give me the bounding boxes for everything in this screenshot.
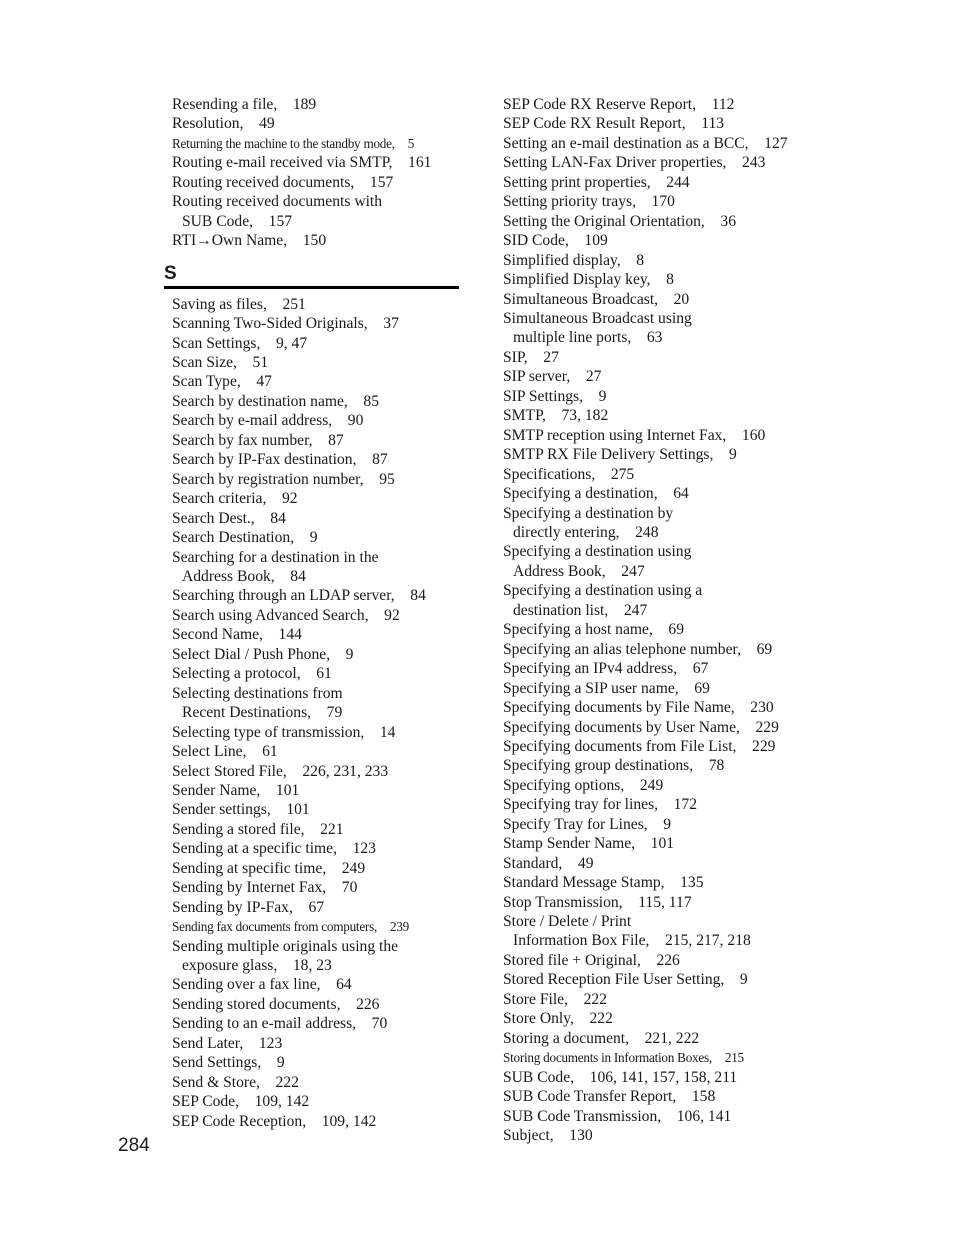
index-entry [172, 1112, 462, 1131]
index-entry [172, 937, 462, 976]
index-entry [503, 348, 803, 367]
index-entry-text: SEP Code, 109, 142 [172, 1093, 310, 1111]
index-entry [503, 718, 803, 737]
index-entry-text: RTI→Own Name, 150 [172, 232, 327, 250]
index-entry [503, 309, 803, 348]
index-entry-text: Sending by IP-Fax, 67 [172, 898, 325, 916]
index-entry-text: Second Name, 144 [172, 626, 302, 644]
index-entry-text: Setting print properties, 244 [503, 173, 690, 191]
index-entry-text: Resending a file, 189 [172, 96, 317, 113]
index-entry-text: Sending to an e-mail address, 70 [172, 1015, 388, 1033]
index-entry [172, 1092, 462, 1111]
index-entry [172, 114, 462, 133]
index-entry [172, 489, 462, 508]
index-entry-text: Storing a document, 221, 222 [503, 1029, 700, 1047]
index-entry [172, 450, 462, 469]
index-entry-text: Returning the machine to the standby mode, 5 [172, 135, 415, 151]
index-entry [503, 270, 803, 289]
index-entry [503, 640, 803, 659]
index-entry-text: Scan Settings, 9, 47 [172, 334, 308, 352]
index-entry [503, 367, 803, 386]
index-entry-text: Saving as files, 251 [172, 295, 306, 313]
index-entry [503, 834, 803, 853]
page-number: 284 [118, 1135, 150, 1156]
index-entry-text: Setting LAN-Fax Driver properties, 243 [503, 154, 766, 172]
index-entry-text: Store / Delete / Print [503, 913, 632, 931]
index-entry-text: Sending multiple originals using the [172, 937, 399, 955]
index-entry-text: Search Destination, 9 [172, 529, 318, 547]
index-entry [503, 465, 803, 484]
index-entries-r [172, 95, 462, 251]
index-entry-text: Send Settings, 9 [172, 1054, 285, 1072]
index-entry [172, 334, 462, 353]
index-entry-text: Sending fax documents from computers, 239 [172, 919, 409, 935]
index-entry [503, 873, 803, 892]
index-entry-text: Select Line, 61 [172, 743, 278, 761]
index-entry [503, 1107, 803, 1126]
index-column-left [164, 95, 462, 1131]
index-entry [503, 951, 803, 970]
index-entry-text: Selecting type of transmission, 14 [172, 723, 396, 741]
index-entry-text: Setting priority trays, 170 [503, 193, 675, 211]
index-entry [172, 586, 462, 605]
index-entry [172, 1053, 462, 1072]
index-entry-text: SUB Code Transmission, 106, 141 [503, 1107, 732, 1125]
index-entry [503, 970, 803, 989]
index-entry [172, 192, 462, 231]
index-entry-text: Searching for a destination in the [172, 548, 379, 566]
index-entry-text: Select Dial / Push Phone, 9 [172, 645, 354, 663]
index-entry [503, 542, 803, 581]
index-entry-text: Specifying an IPv4 address, 67 [503, 660, 709, 678]
index-entry-text: Stored file + Original, 226 [503, 951, 680, 969]
index-entry [172, 470, 462, 489]
index-entry [172, 509, 462, 528]
index-entry-text: Specifying a destination, 64 [503, 485, 689, 503]
index-entry-text: SUB Code, 106, 141, 157, 158, 211 [503, 1068, 738, 1086]
index-entry [503, 854, 803, 873]
index-entry [172, 392, 462, 411]
index-entry [503, 581, 803, 620]
index-entry-text: Specifying an alias telephone number, 69 [503, 640, 773, 658]
index-entry [503, 698, 803, 717]
index-entry-continuation: Address Book, 247 [513, 562, 645, 580]
index-entry [172, 295, 462, 314]
index-entry-text: Simplified display, 8 [503, 251, 645, 269]
index-entry [503, 990, 803, 1009]
index-entry [503, 251, 803, 270]
index-entry-text: Specify Tray for Lines, 9 [503, 815, 672, 833]
section-heading-s [164, 263, 459, 289]
index-entry-text: Simultaneous Broadcast, 20 [503, 290, 690, 308]
index-entry [503, 212, 803, 231]
index-entry-text: Routing e-mail received via SMTP, 161 [172, 154, 432, 172]
index-entry-text: SMTP RX File Delivery Settings, 9 [503, 446, 737, 464]
index-entry [172, 95, 462, 114]
index-entry [503, 620, 803, 639]
index-entry-continuation: Information Box File, 215, 217, 218 [513, 932, 751, 950]
index-entry-text: Selecting destinations from [172, 684, 343, 702]
index-entry [503, 134, 803, 153]
index-entry [172, 231, 462, 250]
index-entry [503, 815, 803, 834]
index-entry [503, 1029, 803, 1048]
index-entry-text: Sending over a fax line, 64 [172, 976, 352, 994]
index-entry-text: Search criteria, 92 [172, 490, 298, 508]
index-entry-text: SIP Settings, 9 [503, 387, 607, 405]
index-entry [172, 742, 462, 761]
section-divider [164, 286, 459, 289]
index-entry [172, 878, 462, 897]
index-entry [172, 431, 462, 450]
index-entry-text: Search by fax number, 87 [172, 431, 344, 449]
index-entry-text: Subject, 130 [503, 1127, 593, 1145]
index-entry-continuation: destination list, 247 [513, 601, 648, 619]
index-entry-text: Routing received documents, 157 [172, 173, 394, 191]
index-entry [172, 153, 462, 172]
index-entry-text: SEP Code Reception, 109, 142 [172, 1112, 377, 1130]
index-entry [172, 372, 462, 391]
index-entry [172, 134, 462, 153]
index-entry [172, 684, 462, 723]
index-entry-continuation: SUB Code, 157 [182, 212, 293, 230]
index-entry-text: Sender Name, 101 [172, 781, 300, 799]
index-entry [503, 445, 803, 464]
index-entry-text: Stamp Sender Name, 101 [503, 835, 675, 853]
index-entry-text: Specifications, 275 [503, 465, 635, 483]
index-entry [503, 114, 803, 133]
index-entry [172, 625, 462, 644]
index-entry [172, 173, 462, 192]
index-entry [503, 426, 803, 445]
index-entry [503, 504, 803, 543]
index-entry-text: Store File, 222 [503, 990, 607, 1008]
index-entry-text: Sending at specific time, 249 [172, 859, 366, 877]
index-entry-text: Specifying documents by User Name, 229 [503, 718, 779, 736]
index-entry-text: Search by IP-Fax destination, 87 [172, 451, 388, 469]
index-entry [172, 1014, 462, 1033]
index-entry-text: Storing documents in Information Boxes, 215 [503, 1050, 744, 1066]
index-entry-text: Simultaneous Broadcast using [503, 309, 692, 327]
index-entry-continuation: multiple line ports, 63 [513, 329, 663, 347]
index-entry-text: Specifying documents from File List, 229 [503, 737, 776, 755]
index-entry-text: Sending a stored file, 221 [172, 820, 344, 838]
index-entry [503, 1068, 803, 1087]
index-entry-text: Specifying a host name, 69 [503, 621, 685, 639]
index-entry [172, 859, 462, 878]
index-entry [503, 1009, 803, 1028]
index-entry [503, 756, 803, 775]
index-entry-continuation: exposure glass, 18, 23 [182, 957, 332, 975]
index-entry-continuation: Address Book, 84 [182, 567, 306, 585]
index-entry [172, 411, 462, 430]
index-entry [503, 95, 803, 114]
index-entry [503, 1087, 803, 1106]
index-entry-text: Specifying options, 249 [503, 776, 664, 794]
index-entry-text: Search Dest., 84 [172, 509, 286, 527]
index-entry [503, 1126, 803, 1145]
index-entries-s [172, 295, 462, 1131]
index-entry-text: SEP Code RX Result Report, 113 [503, 115, 725, 133]
index-entry-text: SIP, 27 [503, 348, 559, 366]
index-entry-text: Specifying a destination using a [503, 582, 703, 600]
index-entry [172, 353, 462, 372]
index-entry-continuation: Recent Destinations, 79 [182, 704, 343, 722]
index-entry [172, 781, 462, 800]
index-entry [503, 231, 803, 250]
index-entry [503, 387, 803, 406]
index-entry-text: SEP Code RX Reserve Report, 112 [503, 96, 735, 113]
index-entry-text: Specifying group destinations, 78 [503, 757, 725, 775]
index-entry-text: Specifying documents by File Name, 230 [503, 699, 774, 717]
index-entry [172, 548, 462, 587]
index-entry-text: SID Code, 109 [503, 232, 608, 250]
index-entry [503, 659, 803, 678]
index-entry-text: Specifying tray for lines, 172 [503, 796, 698, 814]
index-entry-text: Select Stored File, 226, 231, 233 [172, 762, 389, 780]
index-entry [503, 795, 803, 814]
index-entry-text: SMTP, 73, 182 [503, 407, 609, 425]
index-entry [503, 406, 803, 425]
index-entry-text: Standard Message Stamp, 135 [503, 874, 704, 892]
index-entry [503, 776, 803, 795]
index-entry-continuation: directly entering, 248 [513, 523, 659, 541]
index-entry-text: Search by registration number, 95 [172, 470, 395, 488]
index-entry [503, 893, 803, 912]
index-entry-text: Selecting a protocol, 61 [172, 665, 332, 683]
index-entry [503, 484, 803, 503]
index-entry-text: Sending stored documents, 226 [172, 995, 380, 1013]
index-entry-text: Scanning Two-Sided Originals, 37 [172, 315, 399, 333]
index-entry-text: SUB Code Transfer Report, 158 [503, 1088, 716, 1106]
index-entry-text: Sending by Internet Fax, 70 [172, 879, 358, 897]
index-entry-text: Store Only, 222 [503, 1010, 613, 1028]
index-entry-text: Send & Store, 222 [172, 1073, 299, 1091]
index-entry [172, 995, 462, 1014]
index-entry-text: Standard, 49 [503, 854, 594, 872]
index-entry [172, 314, 462, 333]
index-entry [172, 606, 462, 625]
index-entry [172, 800, 462, 819]
index-entry [503, 153, 803, 172]
index-entry [172, 1034, 462, 1053]
index-entry [172, 723, 462, 742]
index-entry [503, 192, 803, 211]
index-entry-text: Search using Advanced Search, 92 [172, 606, 400, 624]
index-entry [503, 290, 803, 309]
index-entry [172, 645, 462, 664]
index-entry [172, 762, 462, 781]
index-entry-text: Stop Transmission, 115, 117 [503, 893, 692, 911]
index-entry-text: Specifying a destination by [503, 504, 674, 522]
index-entry-text: Sending at a specific time, 123 [172, 840, 376, 858]
index-entry [503, 912, 803, 951]
index-entry [503, 679, 803, 698]
index-entry-text: Setting the Original Orientation, 36 [503, 212, 737, 230]
index-entry-text: SIP server, 27 [503, 368, 602, 386]
index-entry-text: Sender settings, 101 [172, 801, 310, 819]
index-entry-text: Simplified Display key, 8 [503, 271, 674, 289]
index-entry-text: Setting an e-mail destination as a BCC, 127 [503, 134, 788, 152]
index-entry [172, 917, 462, 936]
index-entry [503, 737, 803, 756]
index-entry-text: Scan Type, 47 [172, 373, 272, 391]
index-entry-text: Specifying a destination using [503, 543, 692, 561]
index-entry-text: Routing received documents with [172, 193, 383, 211]
index-entry-text: Search by destination name, 85 [172, 392, 379, 410]
index-entry [503, 1048, 803, 1067]
index-entry-text: Send Later, 123 [172, 1034, 283, 1052]
index-entry [172, 1073, 462, 1092]
index-entry-text: Resolution, 49 [172, 115, 275, 133]
index-entry-text: Search by e-mail address, 90 [172, 412, 364, 430]
index-entry [172, 975, 462, 994]
index-entry-text: Stored Reception File User Setting, 9 [503, 971, 748, 989]
index-entry [503, 173, 803, 192]
index-entries-s-continued [503, 95, 803, 1145]
index-entry [172, 820, 462, 839]
index-entry [172, 839, 462, 858]
index-column-right [503, 95, 803, 1145]
index-entry [172, 528, 462, 547]
index-entry-text: Scan Size, 51 [172, 353, 269, 371]
section-letter: S [164, 262, 177, 284]
index-entry-text: SMTP reception using Internet Fax, 160 [503, 426, 766, 444]
index-entry [172, 664, 462, 683]
index-entry [172, 898, 462, 917]
index-entry-text: Searching through an LDAP server, 84 [172, 587, 426, 605]
index-entry-text: Specifying a SIP user name, 69 [503, 679, 710, 697]
